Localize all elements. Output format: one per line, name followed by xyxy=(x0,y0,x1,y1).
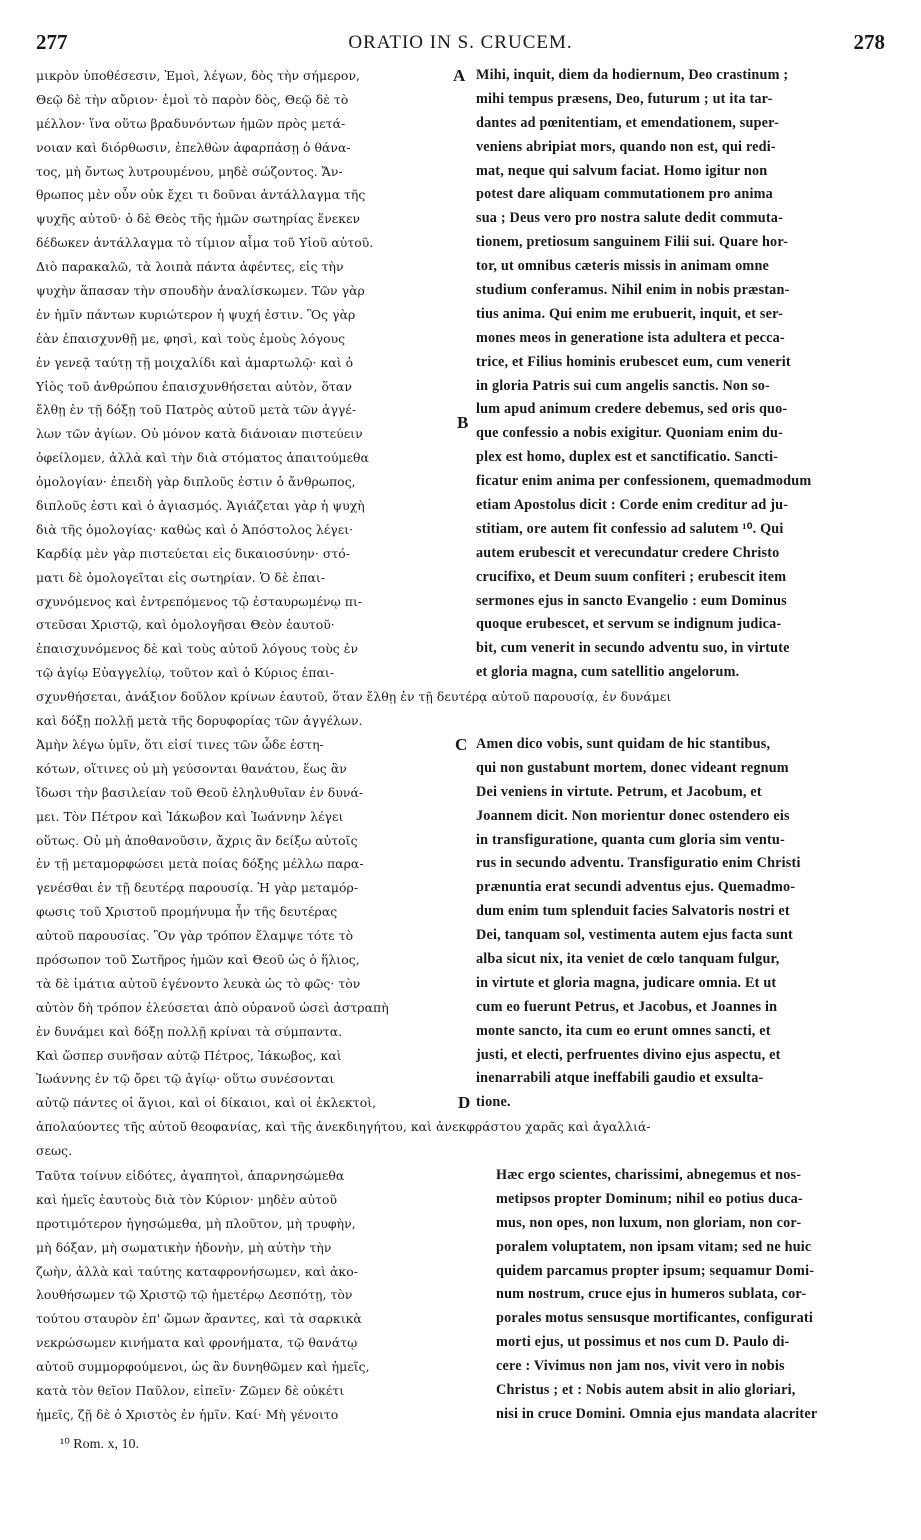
text-line: ἐν δυνάμει καὶ δόξῃ πολλῇ κρίναι τὰ σύμπαντα. xyxy=(36,1023,343,1039)
text-line: nisi in cruce Domini. Omnia ejus mandata alacriter xyxy=(496,1405,818,1422)
text-line: Hæc ergo scientes, charissimi, abnegemus et nos- xyxy=(496,1167,802,1183)
text-line: monte sancto, ita cum eo erunt omnes sancti, et xyxy=(476,1022,771,1039)
text-line: νοιαν καὶ διόρθωσιν, ἐπελθὼν ἀφαρπάσῃ ὁ θάνα- xyxy=(36,139,351,155)
text-line: τος, μὴ ὄντως λυτρουμένου, μηδὲ σώζοντος. Ἄν- xyxy=(36,163,343,179)
text-line: Θεῷ δὲ τὴν αὔριον· ἐμοὶ τὸ παρὸν δὸς, Θεῷ δὲ τὸ xyxy=(36,91,349,107)
text-line: ἐν γενεᾷ ταύτῃ τῇ μοιχαλίδι καὶ ἁμαρτωλῷ· καὶ ὁ xyxy=(36,354,354,370)
text-line: sermones ejus in sancto Evangelio : eum Dominus xyxy=(476,592,787,609)
text-line: αὐτοῦ παρουσίας. Ὃν γὰρ τρόπον ἔλαμψε τότε τὸ xyxy=(36,928,354,944)
text-line: qui non gustabunt mortem, donec videant regnum xyxy=(476,759,789,776)
text-line: tor, ut omnibus cæteris missis in animam omne xyxy=(476,258,770,275)
text-line: οὕτως. Οὐ μὴ ἀποθανοῦσιν, ἄχρις ἂν δείξω αὐτοῖς xyxy=(36,832,358,848)
text-line: διπλοῦς ἐστι καὶ ὁ ἁγιασμός. Ἁγιάζεται γὰρ ἡ ψυχὴ xyxy=(36,498,365,514)
text-line: ἡμεῖς, ζῇ δὲ ὁ Χριστὸς ἐν ἡμῖν. Καί· Μὴ γένοιτο xyxy=(36,1406,339,1422)
text-line: Dei veniens in virtute. Petrum, et Jacobum, et xyxy=(476,783,762,800)
text-line: ὁμολογίαν· ἐπειδὴ γὰρ διπλοῦς ἐστιν ὁ ἄνθρωπος, xyxy=(36,474,356,490)
section-marker-c: C xyxy=(455,735,468,754)
footnote: ¹⁰ Rom. x, 10. xyxy=(60,1437,140,1452)
text-line: Dei, tanquam sol, vestimenta autem ejus facta sunt xyxy=(476,927,793,944)
text-line: que confessio a nobis exigitur. Quoniam enim du- xyxy=(476,425,784,442)
text-line: τούτου σταυρὸν ἐπ' ὤμων ἄραντες, καὶ τὰ σαρκικὰ xyxy=(36,1311,362,1327)
text-line: etiam Apostolus dicit : Corde enim creditur ad ju- xyxy=(476,497,789,514)
text-line: in gloria Patris sui cum angelis sanctis. Non so- xyxy=(476,377,770,394)
page-header xyxy=(36,30,885,58)
text-line: in virtute et gloria magna, judicare omnia. Et ut xyxy=(476,974,777,991)
text-line: Mihi, inquit, diem da hodiernum, Deo crastinum ; xyxy=(476,67,789,83)
text-line: sua ; Deus vero pro nostra salute dedit commuta- xyxy=(476,210,784,227)
latin-paragraph-3 xyxy=(496,1164,817,1427)
text-line: autem erubescit et verecundatur credere Christo xyxy=(476,544,780,561)
text-line: μει. Τὸν Πέτρον καὶ Ἰάκωβον καὶ Ἰωάννην λέγει xyxy=(36,808,344,824)
text-line: Ἰωάννης ἐν τῷ ὄρει τῷ ἁγίῳ· οὕτω συνέσονται xyxy=(36,1071,335,1087)
text-line: tionem, pretiosum sanguinem Filii sui. Quare hor- xyxy=(476,234,789,251)
text-line: Διὸ παρακαλῶ, τὰ λοιπὰ πάντα ἀφέντες, εἰς τὴν xyxy=(36,259,344,275)
latin-paragraph-2 xyxy=(476,733,801,1115)
right-page-number: 278 xyxy=(853,30,885,54)
text-line: καὶ δόξῃ πολλῇ μετὰ τῆς δορυφορίας τῶν ἀγγέλων. xyxy=(36,713,363,729)
text-line: καὶ ἡμεῖς ἑαυτοὺς διὰ τὸν Κύριον· μηδὲν αὐτοῦ xyxy=(36,1191,338,1207)
text-line: mat, neque qui salvum faciat. Homo igitur non xyxy=(476,162,768,179)
text-line: cum eo fuerunt Petrus, et Jacobus, et Joannes in xyxy=(476,998,778,1015)
text-line: Amen dico vobis, sunt quidam de hic stantibus, xyxy=(476,736,771,752)
text-line: trice, et Filius hominis erubescet eum, cum venerit xyxy=(476,353,791,370)
text-line: alba sicut nix, ita veniet de cœlo tanquam fulgur, xyxy=(476,951,780,968)
text-line: αὐτὸν δὴ τρόπον ἐλεύσεται ἀπὸ οὐρανοῦ ὡσεὶ ἀστραπὴ xyxy=(36,999,389,1015)
text-line: quidem parcamus propter ipsum; sequamur Domi- xyxy=(496,1262,815,1279)
text-line: crucifixo, et Deum suum confiteri ; erubescit item xyxy=(476,568,787,585)
text-line: ψυχὴν ἅπασαν τὴν σπουδὴν ἀναλίσκωμεν. Τῶν γὰρ xyxy=(36,283,365,299)
text-line: justi, et electi, perfruentes divino ejus aspectu, et xyxy=(476,1046,781,1063)
text-line: στεῦσαι Χριστῷ, καὶ ὁμολογῆσαι Θεὸν ἑαυτοῦ· xyxy=(36,617,335,633)
latin-paragraph-1 xyxy=(476,64,811,685)
text-line: δέδωκεν ἀντάλλαγμα τὸ τίμιον αἷμα τοῦ Υἱοῦ αὐτοῦ. xyxy=(36,235,374,251)
text-line: studium conferamus. Nihil enim in nobis præstan- xyxy=(476,282,790,299)
text-line: tione. xyxy=(476,1094,511,1111)
text-line: et gloria magna, cum satellitio angelorum. xyxy=(476,664,740,681)
text-line: μικρὸν ὑποθέσεσιν, Ἐμοὶ, λέγων, δὸς τὴν σήμερον, xyxy=(36,68,361,83)
text-line: μέλλον· ἵνα οὕτω βραδυνόντων ἡμῶν πρὸς μετά- xyxy=(36,115,346,131)
text-line: Υἱὸς τοῦ ἀνθρώπου ἐπαισχυνθήσεται αὐτὸν, ὅταν xyxy=(36,378,352,394)
text-line: quoque erubescet, et servum se indignum judica- xyxy=(476,616,782,633)
text-line: ficatur enim anima per confessionem, quemadmodum xyxy=(476,473,812,490)
text-line: poralem voluptatem, non ipsam vitam; sed ne huic xyxy=(496,1238,812,1255)
text-line: μὴ δόξαν, μὴ σωματικὴν ἡδονὴν, μὴ αὐτὴν τὴν xyxy=(36,1239,332,1255)
text-line: ἔλθῃ ἐν τῇ δόξῃ τοῦ Πατρὸς αὐτοῦ μετὰ τῶν ἀγγέ- xyxy=(36,402,357,418)
text-line: ἐν ἡμῖν πάντων κυριώτερον ἡ ψυχή ἐστιν. Ὃς γὰρ xyxy=(36,306,356,322)
text-line: προτιμότερον ἡγησώμεθα, μὴ πλοῦτον, μὴ τρυφὴν, xyxy=(36,1215,356,1231)
text-line: Joannem dicit. Non morientur donec ostendero eis xyxy=(476,807,790,824)
text-line: tius anima. Qui enim me erubuerit, inquit, et ser- xyxy=(476,305,784,322)
text-line: ἀπολαύοντες τῆς αὐτοῦ θεοφανίας, καὶ τῆς ἀνεκδιηγήτου, καὶ ἀνεκφράστου χαρᾶς καὶ ἀγαλλιά- xyxy=(36,1119,651,1135)
text-line: ζωὴν, ἀλλὰ καὶ ταύτης καταφρονήσωμεν, καὶ ἀκο- xyxy=(36,1263,358,1279)
text-line: metipsos propter Dominum; nihil eo potius duca- xyxy=(496,1190,803,1207)
text-line: Καρδίᾳ μὲν γὰρ πιστεύεται εἰς δικαιοσύνην· στό- xyxy=(36,545,350,561)
text-line: mones meos in generatione ista adultera et pecca- xyxy=(476,329,785,346)
text-line: ἐν τῇ μεταμορφώσει μετὰ ποίας δόξης μέλλω παρα- xyxy=(36,856,364,872)
text-line: αὐτοῦ συμμορφούμενοι, ὡς ἂν δυνηθῶμεν καὶ ἡμεῖς, xyxy=(36,1359,370,1375)
text-line: mihi tempus præsens, Deo, futurum ; ut ita tar- xyxy=(476,90,773,107)
text-line: porales motus sensusque mortificantes, configurati xyxy=(496,1310,813,1327)
text-line: κατὰ τὸν θεῖον Παῦλον, εἰπεῖν· Ζῶμεν δὲ οὐκέτι xyxy=(36,1383,345,1399)
text-line: plex est homo, duplex est et sanctificatio. Sancti- xyxy=(476,449,779,466)
section-marker-b: B xyxy=(457,413,469,432)
text-line: ψυχῆς αὐτοῦ· ὁ δὲ Θεὸς τῆς ἡμῶν σωτηρίας ἕνεκεν xyxy=(36,211,361,227)
text-line: αὐτῷ πάντες οἱ ἅγιοι, καὶ οἱ δίκαιοι, καὶ οἱ ἐκλεκτοὶ, xyxy=(36,1095,377,1111)
text-line: veniens abripiat mors, quando non est, qui redi- xyxy=(476,138,776,155)
text-line: lum apud animum credere debemus, sed oris quo- xyxy=(476,401,788,418)
greek-paragraph-3 xyxy=(36,1164,370,1427)
text-line: Καὶ ὥσπερ συνῆσαν αὐτῷ Πέτρος, Ἰάκωβος, καὶ xyxy=(36,1047,342,1063)
text-line: ἐπαισχυνόμενος δὲ καὶ τοὺς αὐτοῦ λόγους τοὺς ἐν xyxy=(36,641,359,657)
text-line: σεως. xyxy=(36,1143,73,1159)
text-line: λουθήσωμεν τῷ Χριστῷ τῷ ἡμετέρῳ Δεσπότῃ, τὸν xyxy=(36,1287,353,1303)
text-line: cere : Vivimus non jam nos, vivit vero in nobis xyxy=(496,1358,785,1375)
text-line: dum enim tum splenduit facies Salvatoris nostri et xyxy=(476,903,790,920)
text-line: bit, cum venerit in secundo adventu suo, in virtute xyxy=(476,640,790,657)
text-line: νεκρώσωμεν κινήματα καὶ φρονήματα, τῷ θανάτῳ xyxy=(36,1335,358,1351)
text-line: ὀφείλομεν, ἀλλὰ καὶ τὴν διὰ στόματος ἀπαιτούμεθα xyxy=(36,450,369,466)
text-line: σχυνόμενος καὶ ἐντρεπόμενος τῷ ἐσταυρωμένῳ πι- xyxy=(36,593,363,609)
text-line: dantes ad pœnitentiam, et emendationem, super- xyxy=(476,114,780,131)
text-line: in transfiguratione, quanta cum gloria sim ventu- xyxy=(476,831,785,848)
text-line: num nostrum, cruce ejus in humeros sublata, cor- xyxy=(496,1286,807,1303)
text-line: stitiam, ore autem fit confessio ad salutem ¹⁰. Qui xyxy=(476,520,784,537)
text-line: τὰ δὲ ἱμάτια αὐτοῦ ἐγένοντο λευκὰ ὡς τὸ φῶς· τὸν xyxy=(36,975,361,991)
text-line: κότων, οἵτινες οὐ μὴ γεύσονται θανάτου, ἕως ἂν xyxy=(36,760,347,776)
text-line: Ταῦτα τοίνυν εἰδότες, ἀγαπητοὶ, ἀπαρνησώμεθα xyxy=(36,1168,345,1183)
text-line: morti ejus, ut possimus et nos cum D. Paulo di- xyxy=(496,1334,790,1351)
text-line: θρωπος μὲν οὖν οὐκ ἔχει τι δοῦναι ἀντάλλαγμα τῆς xyxy=(36,187,366,203)
section-marker-a: A xyxy=(453,66,466,85)
text-line: ἴδωσι τὴν βασιλείαν τοῦ Θεοῦ ἐληλυθυῖαν ἐν δυνά- xyxy=(36,784,364,800)
text-line: Christus ; et : Nobis autem absit in alio gloriari, xyxy=(496,1382,796,1399)
text-line: potest dare aliquam commutationem pro anima xyxy=(476,186,773,203)
text-line: mus, non opes, non luxum, non gloriam, non cor- xyxy=(496,1214,802,1231)
text-line: σχυνθήσεται, ἀνάξιον δοῦλον κρίνων ἑαυτοῦ, ὅταν ἔλθῃ ἐν τῇ δευτέρᾳ αὐτοῦ παρουσίᾳ, ἐν δυνάμει xyxy=(36,689,672,705)
section-marker-d: D xyxy=(458,1093,471,1112)
text-line: διὰ τῆς ὁμολογίας· καθὼς καὶ ὁ Ἀπόστολος λέγει· xyxy=(36,521,354,537)
text-line: prænuntia erat secundi adventus ejus. Quemadmo- xyxy=(476,879,796,896)
text-line: ἐὰν ἐπαισχυνθῇ με, φησὶ, καὶ τοὺς ἐμοὺς λόγους xyxy=(36,330,346,346)
text-line: λων τῶν ἁγίων. Οὐ μόνον κατὰ διάνοιαν πιστεύειν xyxy=(36,426,363,442)
text-line: γενέσθαι ἐν τῇ δευτέρᾳ παρουσίᾳ. Ἡ γὰρ μεταμόρ- xyxy=(36,880,359,896)
left-page-number: 277 xyxy=(36,30,68,54)
running-title: ORATIO IN S. CRUCEM. xyxy=(348,32,573,53)
text-line: τῷ ἁγίῳ Εὐαγγελίῳ, τοῦτον καὶ ὁ Κύριος ἐπαι- xyxy=(36,665,335,681)
text-line: πρόσωπον τοῦ Σωτῆρος ἡμῶν καὶ Θεοῦ ὡς ὁ ἥλιος, xyxy=(36,952,360,968)
text-line: ματι δὲ ὁμολογεῖται εἰς σωτηρίαν. Ὁ δὲ ἐπαι- xyxy=(36,569,326,585)
text-line: Ἀμὴν λέγω ὑμῖν, ὅτι εἰσί τινες τῶν ὧδε ἑστη- xyxy=(36,737,324,752)
text-line: rus in secundo adventu. Transfiguratio enim Christi xyxy=(476,855,801,872)
text-line: inenarrabili atque ineffabili gaudio et exsulta- xyxy=(476,1070,764,1087)
text-line: φωσις τοῦ Χριστοῦ προμήνυμα ἦν τῆς δευτέρας xyxy=(36,904,338,920)
